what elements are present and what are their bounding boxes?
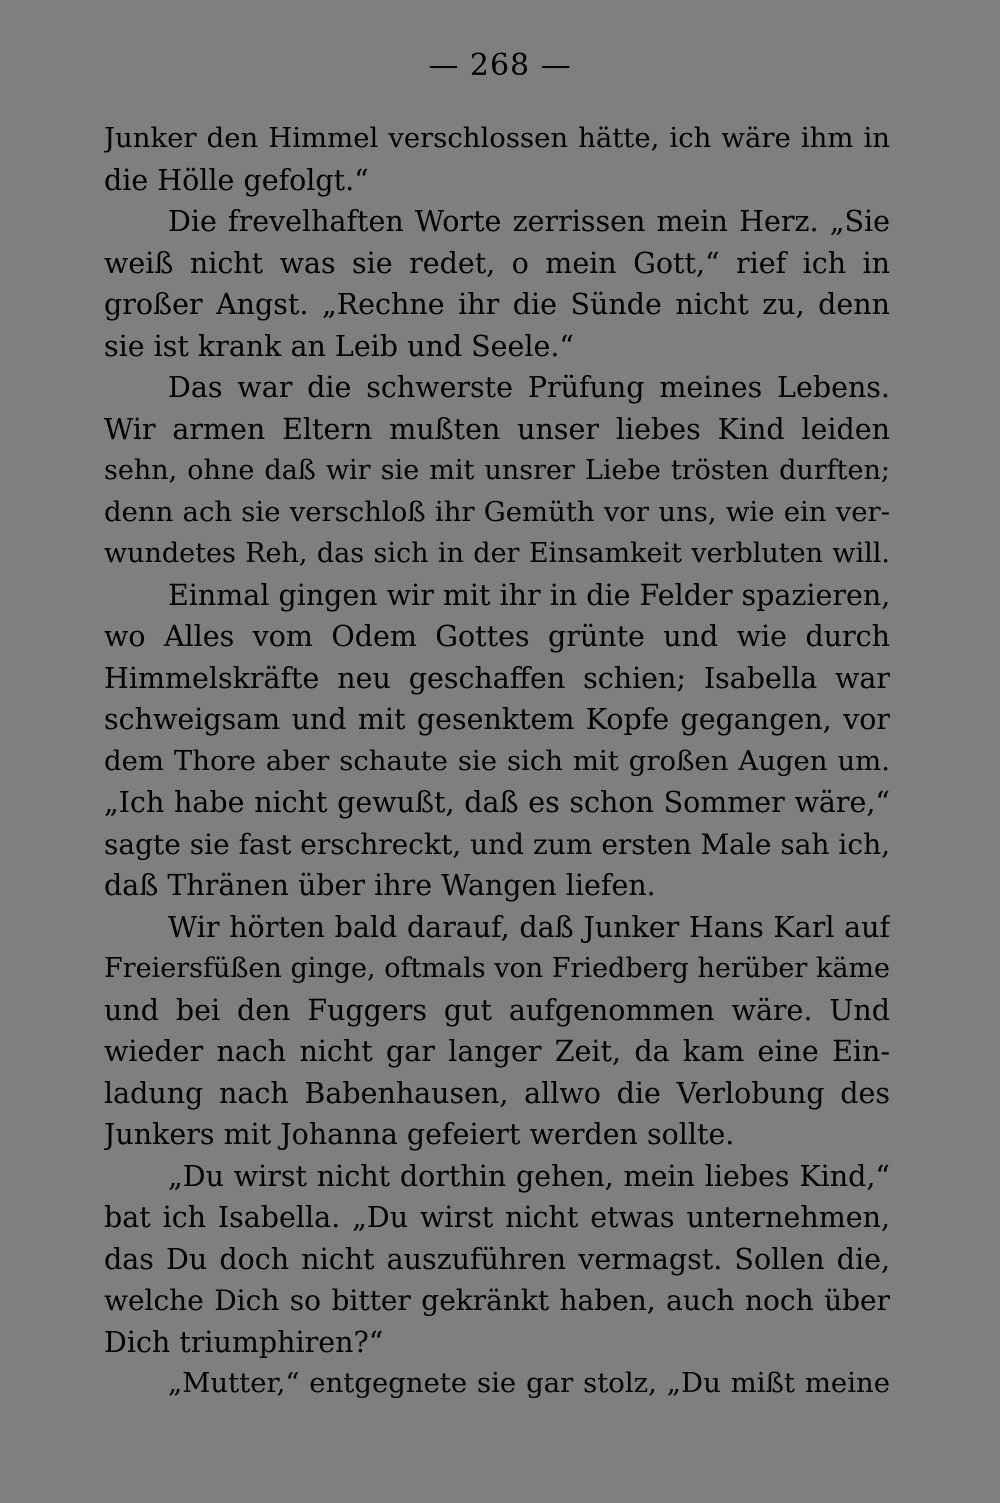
text-line: Freiersfüßen ginge, oftmals von Friedberg herüber käme [104,953,890,984]
text-line: sagte sie fast erschreckt, und zum ersten Male sah ich, [104,827,890,861]
text-line: bat ich Isabella. „Du wirst nicht etwas unternehmen, [104,1201,890,1234]
text-line: schweigsam und mit gesenktem Kopfe gegangen, vor [104,703,890,736]
text-line: Wir hörten bald darauf, daß Junker Hans Karl auf [168,910,890,944]
text-line: welche Dich so bitter gekränkt haben, auch noch über [104,1284,890,1317]
body-text [104,118,890,1405]
text-line: denn ach sie verschloß ihr Gemüth vor uns, wie ein ver- [104,495,890,528]
text-line: Dich triumphiren?“ [104,1325,384,1359]
text-line: wo Alles vom Odem Gottes grünte und wie durch [104,620,890,653]
text-line: das Du doch nicht auszuführen vermagst. Sollen die, [104,1242,890,1276]
text-line: weiß nicht was sie redet, o mein Gott,“ rief ich in [104,246,890,280]
text-line: wundetes Reh, das sich in der Einsamkeit verbluten will. [104,538,890,569]
text-line: „Mutter,“ entgegnete sie gar stolz, „Du mißt meine [168,1367,890,1399]
text-line: Einmal gingen wir mit ihr in die Felder spazieren, [168,578,890,612]
text-line: Junker den Himmel verschlossen hätte, ich wäre ihm in [104,122,890,154]
text-line: sehn, ohne daß wir sie mit unsrer Liebe trösten durften; [104,455,890,486]
text-line: Himmelskräfte neu geschaffen schien; Isabella war [104,661,890,695]
text-line: Das war die schwerste Prüfung meines Lebens. [168,371,890,404]
text-line: daß Thränen über ihre Wangen liefen. [104,869,656,902]
text-line: ladung nach Babenhausen, allwo die Verlobung des [104,1076,890,1110]
text-line: Die frevelhaften Worte zerrissen mein Herz. „Sie [168,205,890,238]
text-line: „Du wirst nicht dorthin gehen, mein liebes Kind,“ [168,1159,890,1193]
text-line: sie ist krank an Leib und Seele.“ [104,329,574,363]
text-line: und bei den Fuggers gut aufgenommen wäre. Und [104,993,890,1027]
text-line: „Ich habe nicht gewußt, daß es schon Sommer wäre,“ [104,786,890,819]
text-line: wieder nach nicht gar langer Zeit, da kam eine Ein- [104,1035,890,1068]
text-line: die Hölle gefolgt.“ [104,163,369,197]
text-line: dem Thore aber schaute sie sich mit großen Augen um. [104,744,890,777]
page-number: — 268 — [428,48,572,83]
text-line: Junkers mit Johanna gefeiert werden sollte. [104,1118,735,1151]
text-line: großer Angst. „Rechne ihr die Sünde nicht zu, denn [104,288,890,321]
text-line: Wir armen Eltern mußten unser liebes Kind leiden [104,412,890,446]
